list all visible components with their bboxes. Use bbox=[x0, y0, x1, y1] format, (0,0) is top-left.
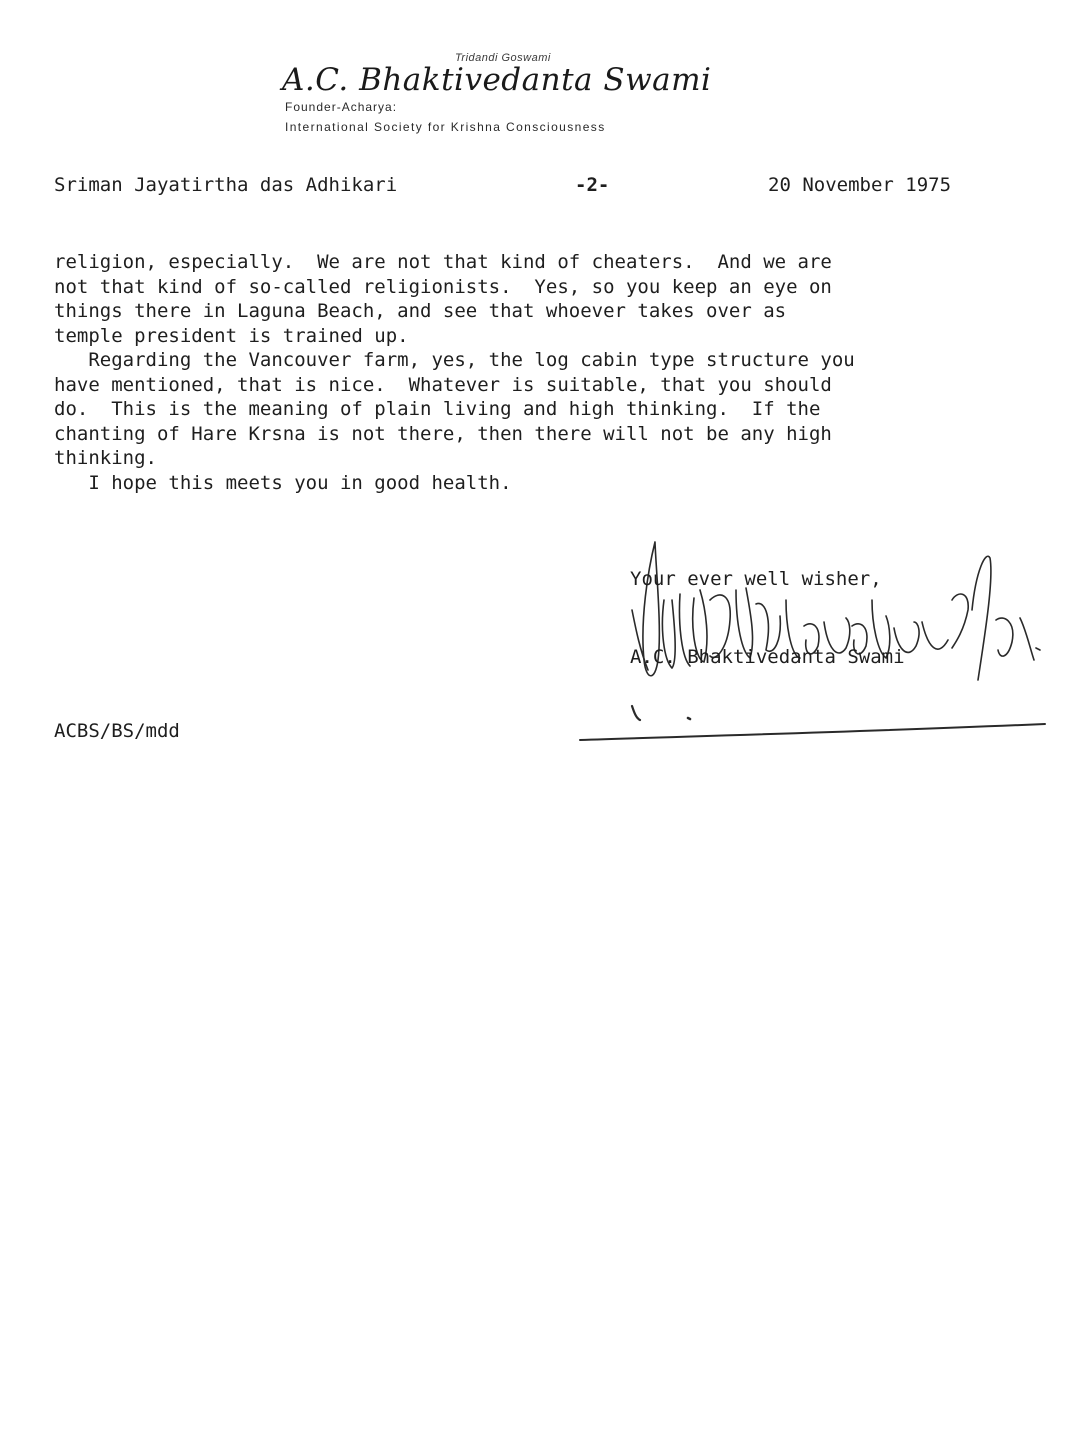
body-line: temple president is trained up. bbox=[54, 324, 409, 347]
body-line: chanting of Hare Krsna is not there, then there will not be any high bbox=[54, 422, 832, 445]
letter-date: 20 November 1975 bbox=[768, 174, 952, 196]
reference-initials: ACBS/BS/mdd bbox=[54, 720, 180, 742]
body-line: have mentioned, that is nice. Whatever is suitable, that you should bbox=[54, 373, 832, 396]
body-line: Regarding the Vancouver farm, yes, the log cabin type structure you bbox=[54, 349, 855, 371]
page-number: -2- bbox=[575, 174, 610, 196]
body-line: do. This is the meaning of plain living and high thinking. If the bbox=[54, 398, 821, 420]
letterhead-name: A.C. Bhaktivedanta Swami bbox=[282, 62, 712, 98]
closing-block bbox=[630, 566, 905, 670]
recipient-name: Sriman Jayatirtha das Adhikari bbox=[54, 174, 398, 196]
letter-body bbox=[54, 250, 1054, 495]
closing-typed-name: A.C. Bhaktivedanta Swami bbox=[630, 646, 905, 668]
body-line: thinking. bbox=[54, 447, 157, 469]
body-line: I hope this meets you in good health. bbox=[54, 471, 512, 494]
letterhead-organization: International Society for Krishna Consciousness bbox=[285, 120, 606, 134]
body-line: not that kind of so-called religionists. Yes, so you keep an eye on bbox=[54, 275, 832, 298]
closing-spacer bbox=[630, 592, 905, 618]
closing-spacer bbox=[630, 618, 905, 644]
letterhead-role: Founder-Acharya: bbox=[285, 100, 398, 114]
body-line: religion, especially. We are not that kind of cheaters. And we are bbox=[54, 251, 832, 273]
body-line: things there in Laguna Beach, and see that whoever takes over as bbox=[54, 300, 787, 322]
letterhead-title: Tridandi Goswami bbox=[455, 52, 551, 64]
closing-salutation: Your ever well wisher, bbox=[630, 568, 882, 590]
